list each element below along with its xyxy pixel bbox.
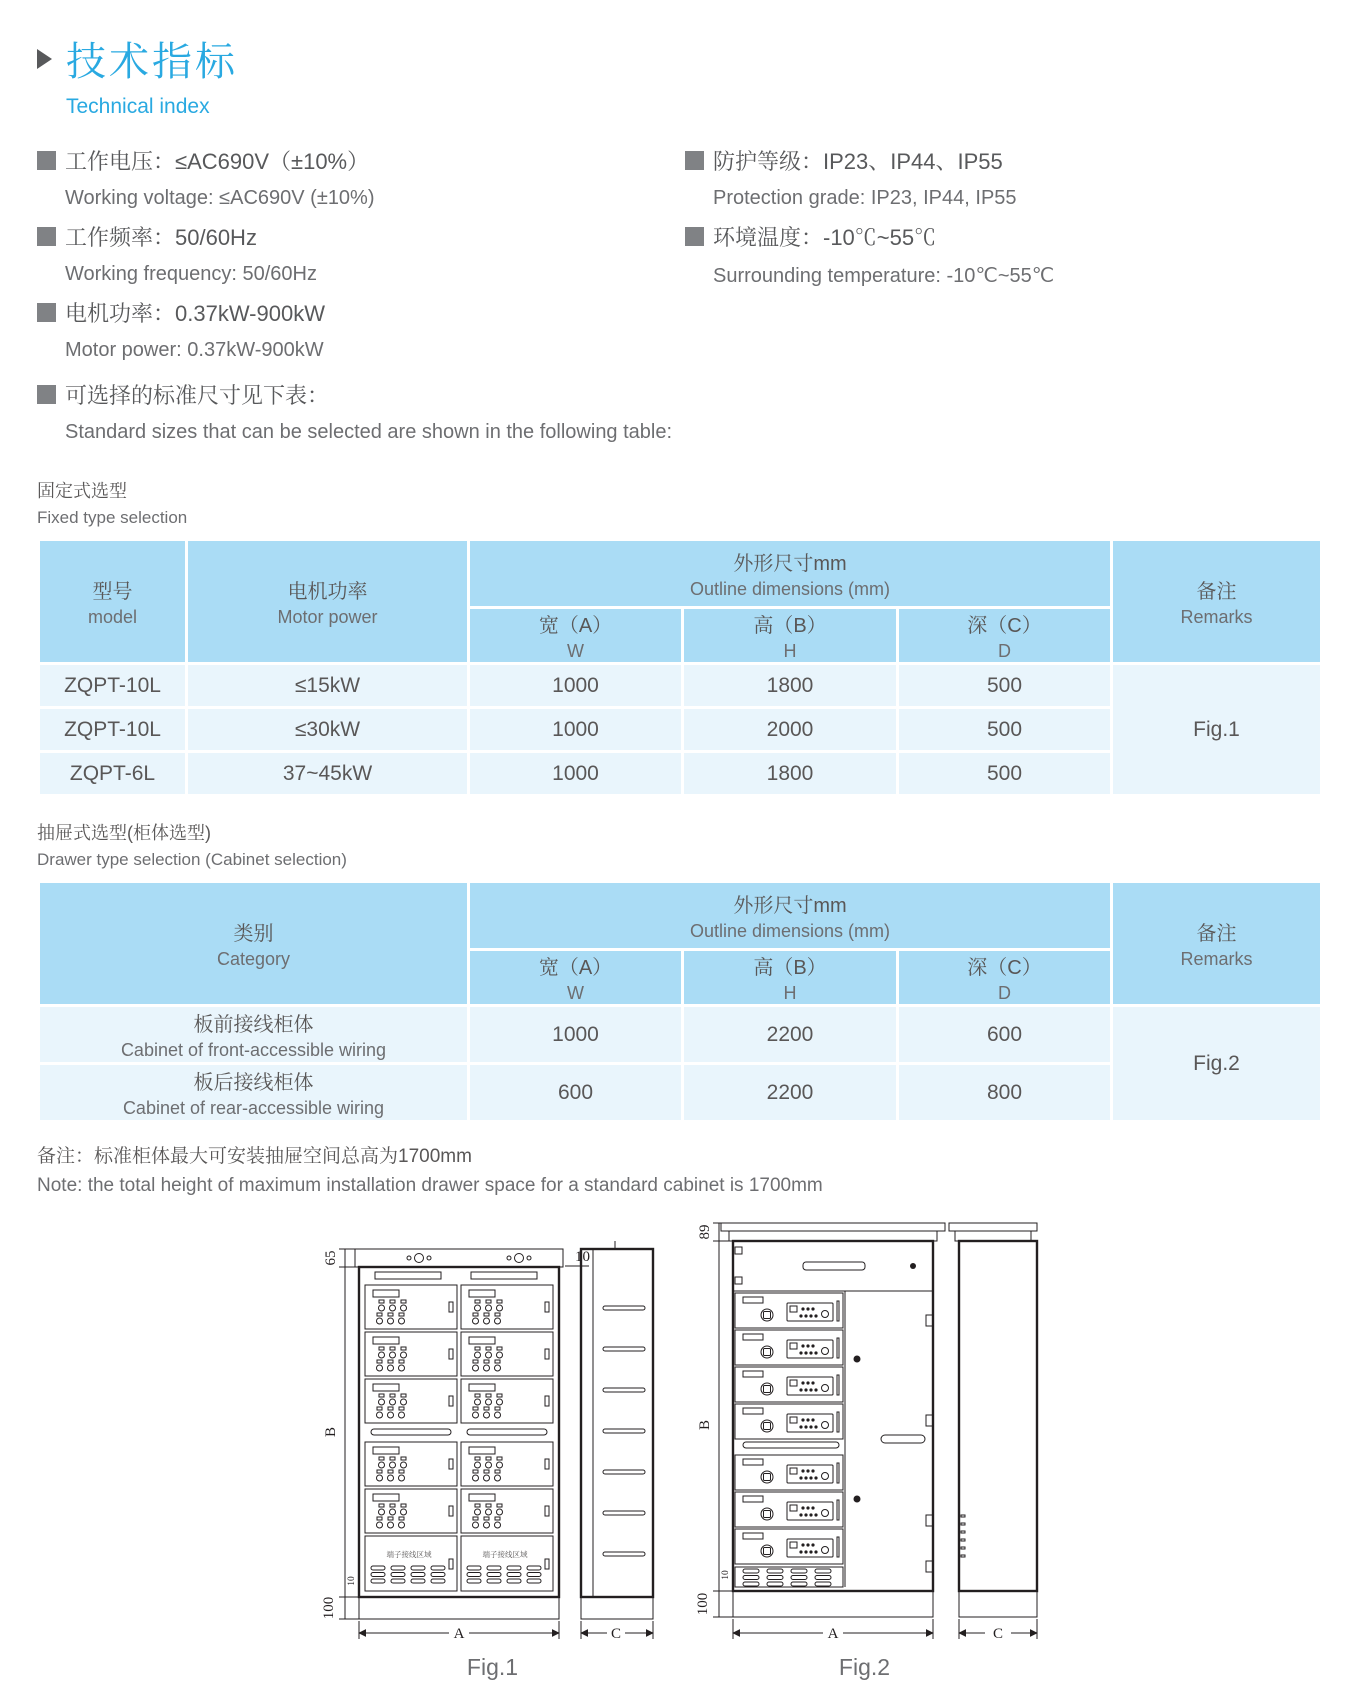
- figure-1: [313, 1209, 673, 1681]
- fig2-caption: Fig.2: [838, 1654, 891, 1680]
- spec-en-text: Surrounding temperature: -10℃~55℃: [713, 265, 1055, 287]
- th-outline-en: Outline dimensions (mm): [689, 579, 891, 599]
- cell-depth: 500: [898, 664, 1112, 708]
- drawer-selection-table: [37, 880, 1323, 1123]
- th-outline-dimensions: [469, 540, 1112, 608]
- cell-category: [39, 1006, 469, 1064]
- th-motor-power: [187, 540, 469, 664]
- cell-width: 1000: [469, 1006, 683, 1064]
- drawer-section-label-cn: 抽屉式选型(柜体选型): [37, 823, 211, 843]
- fig2-dim-top: 89: [696, 1224, 713, 1240]
- th-depth-cn: 深（C）: [967, 957, 1042, 979]
- th-outline-dimensions: [469, 882, 1112, 950]
- note-en: Note: the total height of maximum installation drawer space for a standard cabinet is 1700mm: [37, 1175, 823, 1196]
- section-arrow-icon: [37, 49, 52, 69]
- fig1-front-view: [355, 1249, 563, 1619]
- spec-table-intro: [37, 379, 1320, 455]
- cell-height: 1800: [683, 664, 898, 708]
- th-remarks-cn: 备注: [1196, 581, 1237, 603]
- th-width-en: W: [567, 641, 584, 661]
- th-height: [683, 608, 898, 664]
- bullet-square-icon: [685, 151, 704, 170]
- spec-cn-text: 防护等级：IP23、IP44、IP55: [713, 149, 1003, 174]
- spec-column-right: [685, 145, 1320, 373]
- th-depth: [898, 608, 1112, 664]
- cell-height: 2000: [683, 708, 898, 752]
- spec-cn-text: 电机功率：0.37kW-900kW: [65, 301, 325, 326]
- cell-category-cn: 板前接线柜体: [193, 1014, 314, 1036]
- cell-category: [39, 1064, 469, 1122]
- cell-depth: 800: [898, 1064, 1112, 1122]
- cell-width: 1000: [469, 664, 683, 708]
- spec-working-frequency: [37, 221, 685, 297]
- spec-cn-text: 可选择的标准尺寸见下表：: [65, 383, 330, 408]
- th-category-cn: 类别: [233, 923, 274, 945]
- fixed-section-label-cn: 固定式选型: [37, 481, 127, 501]
- bullet-square-icon: [37, 227, 56, 246]
- fig1-dim-height: B: [322, 1426, 339, 1438]
- cell-depth: 600: [898, 1006, 1112, 1064]
- spec-cn-text: 工作频率：50/60Hz: [65, 225, 257, 250]
- drawer-section-label-en: Drawer type selection (Cabinet selection): [37, 850, 347, 869]
- fixed-section-label-en: Fixed type selection: [37, 508, 188, 527]
- fig2-side-view: [949, 1223, 1037, 1642]
- cell-height: 2200: [683, 1006, 898, 1064]
- fig2-dim-width: A: [827, 1626, 838, 1642]
- th-remarks-en: Remarks: [1180, 607, 1253, 627]
- th-remarks-cn: 备注: [1196, 923, 1237, 945]
- fig2-front-view: [721, 1223, 945, 1617]
- cell-depth: 500: [898, 752, 1112, 796]
- cell-width: 1000: [469, 708, 683, 752]
- spec-en-text: Motor power: 0.37kW-900kW: [65, 339, 324, 361]
- cell-category-cn: 板后接线柜体: [193, 1072, 314, 1094]
- th-remarks-en: Remarks: [1180, 949, 1253, 969]
- fig1-dim-top: 65: [322, 1250, 339, 1266]
- spec-surrounding-temperature: [685, 221, 1320, 297]
- page-title: 技术指标: [66, 40, 238, 84]
- fig1-dim-offset: 10: [574, 1249, 590, 1265]
- th-category-en: Category: [216, 949, 291, 969]
- spec-en-text: Working voltage: ≤AC690V (±10%): [65, 187, 375, 209]
- fig1-dim-width: A: [453, 1626, 464, 1642]
- cell-model: ZQPT-6L: [39, 752, 187, 796]
- fig1-terminal-label: 端子接线区域: [386, 1550, 431, 1559]
- fig2-dim-height: B: [696, 1419, 713, 1431]
- th-outline-cn: 外形尺寸mm: [733, 553, 847, 575]
- fig2-drawing: [685, 1209, 1045, 1647]
- th-height: [683, 950, 898, 1006]
- cell-power: ≤30kW: [187, 708, 469, 752]
- figures-area: [37, 1209, 1320, 1681]
- th-depth-en: D: [998, 641, 1011, 661]
- th-width-en: W: [567, 983, 584, 1003]
- note-cn: 备注：标准柜体最大可安装抽屉空间总高为1700mm: [37, 1146, 472, 1167]
- th-height-cn: 高（B）: [753, 615, 827, 637]
- spec-column-left: [37, 145, 685, 373]
- fig2-dim-depth: C: [992, 1626, 1003, 1642]
- th-model-en: model: [87, 607, 138, 627]
- cell-remark: Fig.2: [1112, 1006, 1322, 1122]
- fig1-dim-depth: C: [610, 1626, 621, 1642]
- th-remarks: [1112, 540, 1322, 664]
- bullet-square-icon: [685, 227, 704, 246]
- fig1-terminal-label: 端子接线区域: [482, 1550, 527, 1559]
- page-header: [37, 30, 1320, 87]
- cell-category-en: Cabinet of front-accessible wiring: [120, 1040, 387, 1060]
- fig1-side-view: [581, 1241, 653, 1642]
- spec-cn-text: 工作电压：≤AC690V（±10%）: [65, 149, 370, 174]
- cell-category-en: Cabinet of rear-accessible wiring: [122, 1098, 385, 1118]
- fig1-caption: Fig.1: [466, 1654, 519, 1680]
- cell-model: ZQPT-10L: [39, 708, 187, 752]
- spec-en-text: Protection grade: IP23, IP44, IP55: [713, 187, 1017, 209]
- th-power-cn: 电机功率: [287, 581, 368, 603]
- cell-height: 1800: [683, 752, 898, 796]
- th-width-cn: 宽（A）: [538, 615, 613, 637]
- cell-width: 1000: [469, 752, 683, 796]
- cell-power: 37~45kW: [187, 752, 469, 796]
- fixed-selection-table: [37, 538, 1323, 797]
- th-model: [39, 540, 187, 664]
- bullet-square-icon: [37, 151, 56, 170]
- th-category: [39, 882, 469, 1006]
- spec-working-voltage: [37, 145, 685, 221]
- fig1-drawing: [313, 1209, 673, 1647]
- table-row: [39, 664, 1322, 708]
- fig1-dim-vent: 10: [346, 1576, 357, 1586]
- spec-en-text: Standard sizes that can be selected are shown in the following table:: [65, 421, 673, 443]
- cell-power: ≤15kW: [187, 664, 469, 708]
- th-height-cn: 高（B）: [753, 957, 827, 979]
- th-depth-cn: 深（C）: [967, 615, 1042, 637]
- bullet-square-icon: [37, 385, 56, 404]
- th-height-en: H: [783, 641, 797, 661]
- cell-height: 2200: [683, 1064, 898, 1122]
- spec-protection-grade: [685, 145, 1320, 221]
- th-depth-en: D: [998, 983, 1011, 1003]
- spec-en-text: Working frequency: 50/60Hz: [65, 263, 317, 285]
- table-row: [39, 1006, 1322, 1064]
- spec-cn-text: 环境温度：-10℃~55℃: [713, 225, 937, 250]
- fig2-dim-base: 100: [694, 1592, 711, 1616]
- th-width-cn: 宽（A）: [538, 957, 613, 979]
- th-model-cn: 型号: [92, 581, 133, 603]
- cell-width: 600: [469, 1064, 683, 1122]
- th-power-en: Motor power: [277, 607, 378, 627]
- cell-depth: 500: [898, 708, 1112, 752]
- th-outline-cn: 外形尺寸mm: [733, 895, 847, 917]
- th-height-en: H: [783, 983, 797, 1003]
- th-remarks: [1112, 882, 1322, 1006]
- fig1-dim-base: 100: [320, 1596, 337, 1620]
- spec-motor-power: [37, 297, 685, 373]
- figure-2: [685, 1209, 1045, 1681]
- cell-model: ZQPT-10L: [39, 664, 187, 708]
- th-depth: [898, 950, 1112, 1006]
- fig1-dimensions: [321, 1249, 590, 1642]
- bullet-square-icon: [37, 303, 56, 322]
- th-outline-en: Outline dimensions (mm): [689, 921, 891, 941]
- spec-list: [37, 145, 1320, 373]
- cell-remark: Fig.1: [1112, 664, 1322, 796]
- page-subtitle: Technical index: [66, 95, 210, 118]
- th-width: [469, 608, 683, 664]
- th-width: [469, 950, 683, 1006]
- fig2-dim-vent: 10: [720, 1570, 731, 1580]
